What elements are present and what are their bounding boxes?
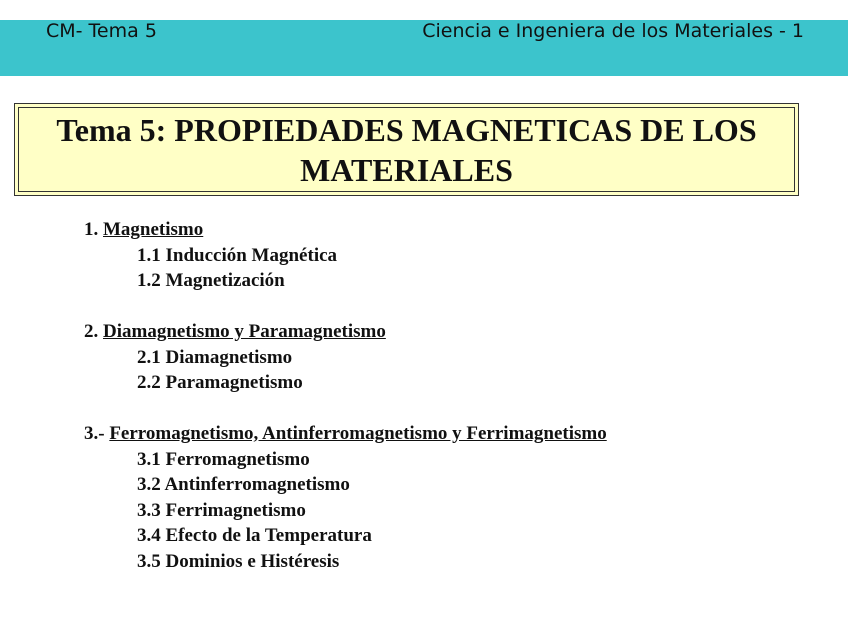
section-title: Ferromagnetismo, Antinferromagnetismo y Ferrimagnetismo	[109, 423, 607, 444]
outline-item: 1.2 Magnetización	[137, 270, 285, 291]
section-heading	[84, 319, 607, 345]
title-line-1: Tema 5: PROPIEDADES MAGNETICAS DE LOS	[56, 111, 757, 148]
outline	[84, 217, 607, 574]
page-title	[15, 110, 798, 190]
outline-item: 2.1 Diamagnetismo	[137, 346, 293, 368]
outline-item: 3.4 Efecto de la Temperatura	[137, 525, 372, 546]
outline-item: 3.2 Antinferromagnetismo	[137, 474, 350, 495]
section-title: Diamagnetismo y Paramagnetismo	[103, 321, 386, 342]
title-line-2: MATERIALES	[300, 151, 513, 188]
header-right-text: Ciencia e Ingeniera de los Materiales - 1	[422, 20, 804, 42]
header-left-text: CM- Tema 5	[46, 20, 157, 42]
outline-item: 2.2 Paramagnetismo	[137, 372, 303, 393]
section-heading	[84, 217, 607, 243]
outline-item: 3.1 Ferromagnetismo	[137, 448, 310, 470]
section-number: 3.-	[84, 423, 110, 444]
title-box	[14, 103, 799, 196]
outline-item: 3.5 Dominios e Histéresis	[137, 550, 340, 572]
section-title: Magnetismo	[103, 219, 204, 240]
outline-item: 1.1 Inducción Magnética	[137, 244, 338, 266]
section-heading	[84, 421, 607, 447]
outline-item: 3.3 Ferrimagnetismo	[137, 499, 306, 521]
section-number: 2.	[84, 321, 103, 342]
section-number: 1.	[84, 219, 103, 240]
